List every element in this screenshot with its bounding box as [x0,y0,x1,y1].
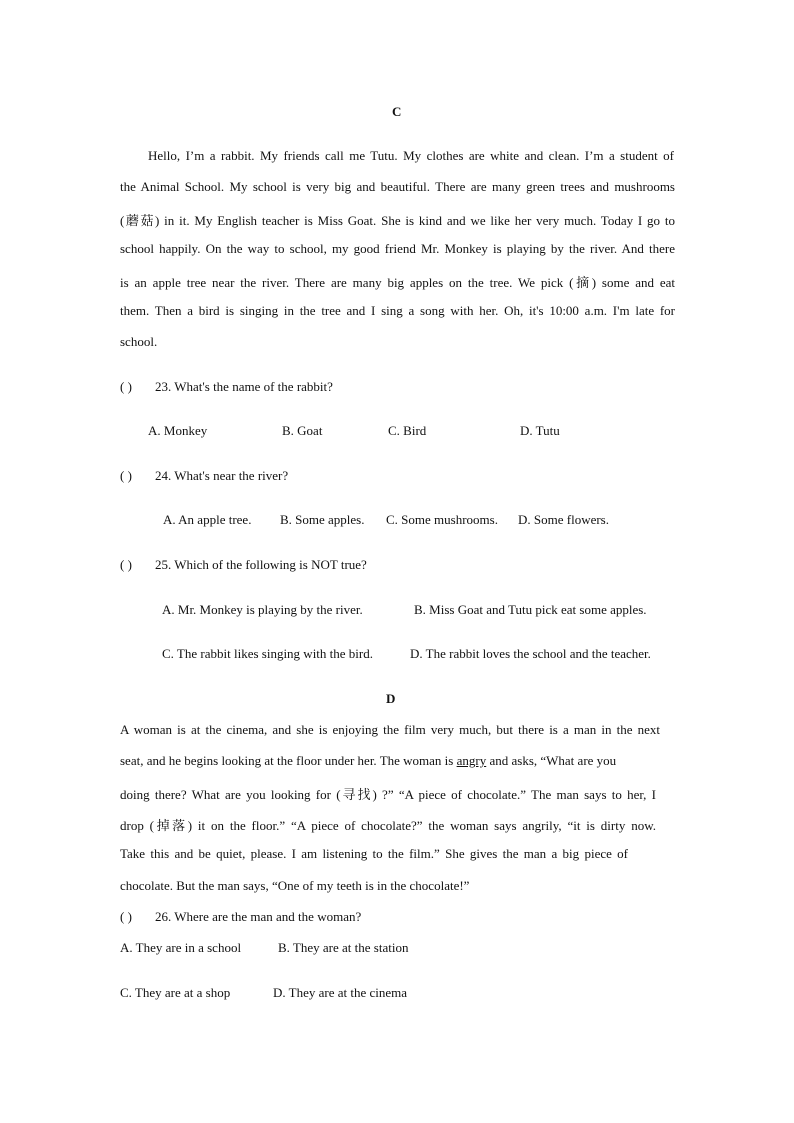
passage-line: is an apple tree near the river. There are many big apples on the tree. We pick (摘) some and eat [120,275,675,290]
section-c-heading: C [392,104,402,119]
option-b[interactable]: B. Miss Goat and Tutu pick eat some apples. [414,602,647,617]
passage-line: school happily. On the way to school, my good friend Mr. Monkey is playing by the river. And there [120,241,675,256]
passage-text: and asks, “What are you [486,753,617,768]
answer-bracket[interactable]: ( ) [120,557,132,572]
section-d-heading: D [386,691,396,706]
option-c[interactable]: C. Bird [388,423,427,438]
option-b[interactable]: B. Some apples. [280,512,365,527]
option-d[interactable]: D. They are at the cinema [273,985,408,1000]
option-c[interactable]: C. They are at a shop [120,985,231,1000]
answer-bracket[interactable]: ( ) [120,468,132,483]
option-a[interactable]: A. Monkey [148,423,208,438]
passage-text: seat, and he begins looking at the floor under her. The woman is [120,753,457,768]
question-stem: 24. What's near the river? [155,468,289,483]
option-d[interactable]: D. The rabbit loves the school and the teacher. [410,646,651,661]
option-a[interactable]: A. Mr. Monkey is playing by the river. [162,602,363,617]
question-stem: 23. What's the name of the rabbit? [155,379,333,394]
answer-bracket[interactable]: ( ) [120,909,132,924]
option-c[interactable]: C. Some mushrooms. [386,512,498,527]
option-a[interactable]: A. An apple tree. [163,512,252,527]
option-a[interactable]: A. They are in a school [120,940,242,955]
passage-line: doing there? What are you looking for (寻找) ?” “A piece of chocolate.” The man says to her, I [120,787,656,802]
passage-line: (蘑菇) in it. My English teacher is Miss Goat. She is kind and we like her very much. Today I go to [120,213,675,228]
passage-line: school. [120,334,158,349]
option-c[interactable]: C. The rabbit likes singing with the bird. [162,646,373,661]
passage-line: drop (掉落) it on the floor.” “A piece of chocolate?” the woman says angrily, “it is dirty now. [120,818,656,833]
passage-line: them. Then a bird is singing in the tree and I sing a song with her. Oh, it's 10:00 a.m. I'm late for [120,303,675,318]
option-b[interactable]: B. They are at the station [278,940,409,955]
passage-line: Take this and be quiet, please. I am listening to the film.” She gives the man a big piece of [120,846,628,861]
underlined-word-angry: angry [456,753,487,768]
option-d[interactable]: D. Some flowers. [518,512,609,527]
passage-line: the Animal School. My school is very big and beautiful. There are many green trees and mushrooms [120,179,675,194]
question-stem: 25. Which of the following is NOT true? [155,557,367,572]
option-b[interactable]: B. Goat [282,423,323,438]
passage-line: chocolate. But the man says, “One of my teeth is in the chocolate!” [120,878,470,893]
question-stem: 26. Where are the man and the woman? [155,909,362,924]
answer-bracket[interactable]: ( ) [120,379,132,394]
passage-line: A woman is at the cinema, and she is enjoying the film very much, but there is a man in the next [120,722,660,737]
option-d[interactable]: D. Tutu [520,423,560,438]
passage-line [120,753,656,769]
passage-line: Hello, I’m a rabbit. My friends call me Tutu. My clothes are white and clean. I’m a student of [148,148,674,163]
